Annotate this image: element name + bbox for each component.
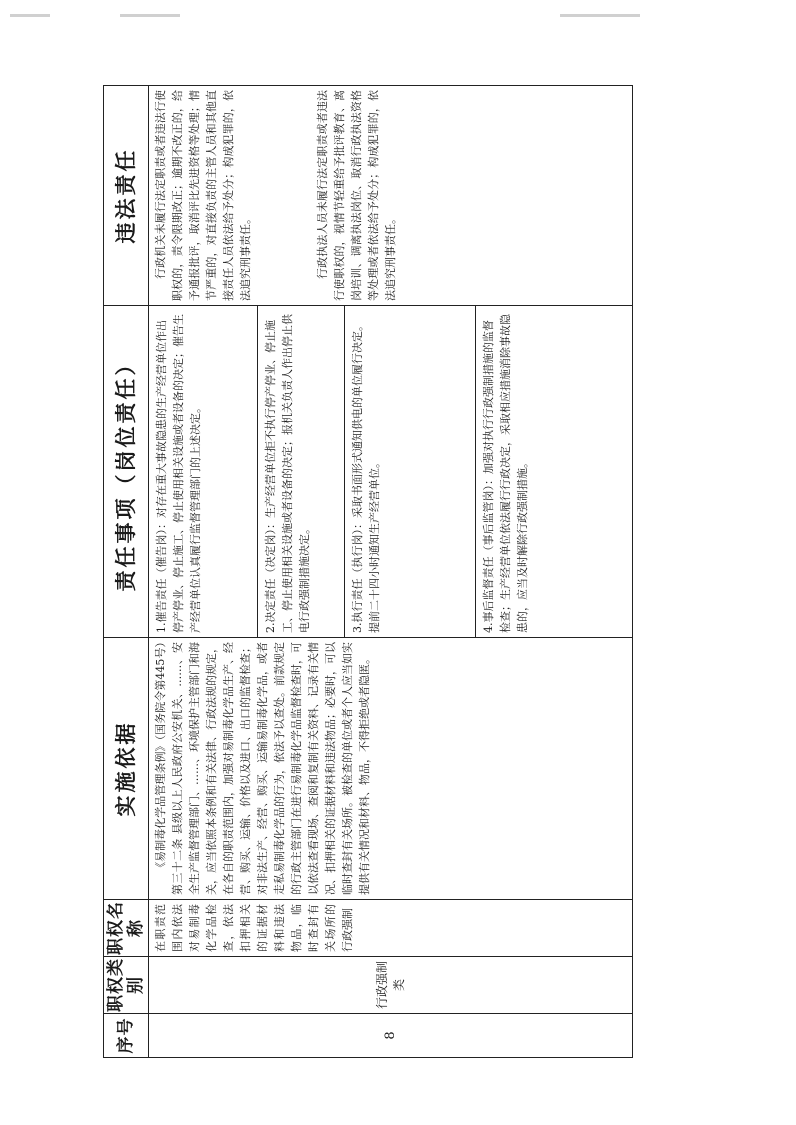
liability-para-1: [149, 86, 311, 305]
table-row: [149, 86, 633, 1058]
header-no: 序号: [104, 1014, 149, 1058]
row-no: 8: [149, 1014, 633, 1058]
row-category: 行政强制类: [149, 957, 633, 1014]
scan-artifact: [10, 14, 50, 17]
duty-step-3: 3.执行责任（执行岗）：采取书面形式通知供电的单位履行决定。提前二十四小时通知生产经营单位。: [345, 306, 476, 637]
header-liability: 违法责任: [104, 86, 149, 306]
basis-text: 《易制毒化学品管理条例》（国务院令第445号）第三十二条 县级以上人民政府公安机关、……、安全生产监督管理部门、……、环境保护主管部门和海关，应当依照本条例和有关法律、行政法规的规定，在各自的职责范围内，加强对易制毒化学品生产、经营、购买、运输、价格以及进口、出口的监督检查；对非法生产、经营、购买、运输易制毒化学品，或者走私易制毒化学品的行为，依法予以查处。前款规定的行政主管部门在进行易制毒化学品监督检查时，可以依法查看现场、查阅和复制有关资料、记录有关情况、扣押相关的证据材料和违法物品；必要时，可以临时查封有关场所。被检查的单位或者个人应当如实提供有关情况和材料、物品，不得拒绝或者隐匿。: [154, 642, 371, 895]
rotated-table-wrapper: [103, 86, 633, 1058]
liability-text-2: 行政执法人员未履行法定职责或者违法行使职权的，视情节轻重给予批评教育、离岗培训、调离执法岗位、取消行政执法资格等处理或者依法给予处分；构成犯罪的，依法追究刑事责任。: [316, 90, 397, 301]
duty-step-4: 4.事后监督责任（事后监管岗）：加强对执行行政强制措施的监督检查；生产经营单位依法履行行政决定，采取相应措施消除事故隐患的，应当及时解除行政强制措施。: [482, 314, 529, 633]
row-liability: [149, 86, 633, 306]
header-name: 职权名称: [104, 900, 149, 957]
duty-table: [103, 85, 633, 1058]
liability-para-2: [311, 86, 402, 305]
duty-step-1: 1.催告责任（催告岗）：对存在重大事故隐患的生产经营单位作出停产停业、停止施工、停止使用相关设施或者设备的决定；催告生产经营单位认真履行监督管理部门的上述决定。: [149, 306, 258, 637]
row-duties: [149, 306, 633, 638]
scan-artifact: [120, 14, 180, 17]
row-name: 在职责范围内依法对易制毒化学品检查，依法扣押相关的证据材料和违法物品，临时查封有关场所的行政强制: [149, 900, 633, 957]
header-basis: 实施依据: [104, 638, 149, 900]
header-row: [104, 86, 149, 1058]
header-duty: 责任事项（岗位责任）: [104, 306, 149, 638]
liability-text-1: 行政机关未履行法定职责或者违法行使职权的，责令限期改正；逾期不改正的，给予通报批评，取消评比先进资格等处理；情节严重的，对直接负责的主管人员和其他直接责任人员依法给予处分；构成犯罪的，依法追究刑事责任。: [154, 90, 252, 301]
row-basis: [149, 638, 633, 900]
duty-step-2: 2.决定责任（决定岗）：生产经营单位拒不执行停产停业、停止施工、停止使用相关设施或者设备的决定；报机关负责人作出停止供电行政强制措施决定。: [258, 306, 345, 637]
header-category: 职权类别: [104, 957, 149, 1014]
scan-artifact: [560, 14, 640, 17]
